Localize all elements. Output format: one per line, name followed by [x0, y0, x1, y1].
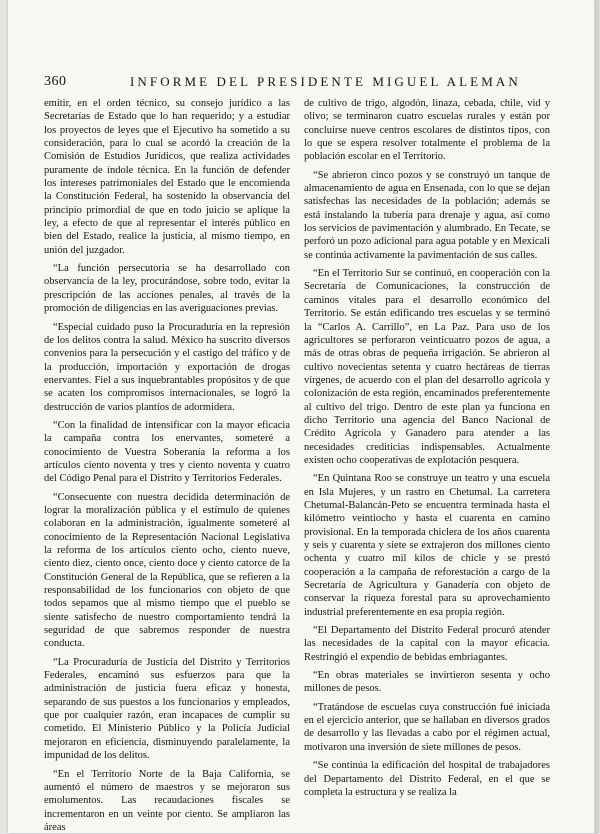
paragraph: “En el Territorio Norte de la Baja California, se aumentó el número de maestros y se mejoraron sus emolumentos. Las recaudaciones fiscales se incrementaron en un veinte por ciento. Se ampliaron las áreas: [44, 768, 290, 834]
paragraph: “Se abrieron cinco pozos y se construyó un tanque de almacenamiento de agua en Ensenada, con lo que se dejan satisfechas las necesidades de la población; además se está instalando la tubería para drenaje y agua, así como los servicios de pavimentación y alumbrado. En Tecate, se perforó un pozo adicional para agua potable y en Mexicali se continúa activamente la pavimentación de sus calles.: [304, 169, 550, 262]
page-gutter-shadow: [594, 0, 598, 833]
paragraph: “Se continúa la edificación del hospital de trabajadores del Departamento del Distrito Federal, en el que se completa la estructura y se realiza la: [304, 759, 550, 799]
page-number: 360: [44, 74, 67, 90]
paragraph: “La función persecutoria se ha desarrollado con observancia de la ley, procurándose, sobre todo, evitar la prescripción de las acciones penales, al través de la promoción de diligencias en las averiguaciones previas.: [44, 262, 290, 315]
paragraph: “Con la finalidad de intensificar con la mayor eficacia la campaña contra los enervantes, someteré a conocimiento de Vuestra Soberanía la reforma a los artículos ciento noventa y tres y ciento noventa y cuatro del Código Penal para el Distrito y Territorios Federales.: [44, 419, 290, 486]
paragraph: “En obras materiales se invirtieron sesenta y ocho millones de pesos.: [304, 669, 550, 696]
right-text-column: [304, 97, 550, 827]
paragraph: “En el Territorio Sur se continuó, en cooperación con la Secretaría de Comunicaciones, la construcción de caminos vitales para el desarrollo económico del Territorio. Se están edificando tres escuelas y se terminó la “Carlos A. Carrillo”, en La Paz. Para uso de los agricultores se perforaron veinticuatro pozos de agua, a más de otras obras de pequeña irrigación. Se abrieron al cultivo novecientas setenta y cuatro hectáreas de tierras vírgenes, de acuerdo con el plan del desarrollo agrícola y colonización de esta región, encaminados preferentemente al cultivo del trigo. Dentro de este plan ya funciona en dicho Territorio una agencia del Banco Nacional de Crédito Agrícola y Ganadero para atender a las necesidades crediticias indispensables. Actualmente existen ocho cooperativas de explotación pesquera.: [304, 267, 550, 467]
paragraph: “Consecuente con nuestra decidida determinación de lograr la moralización pública y el estímulo de quienes colaboran en la administración, igualmente someteré al conocimiento de la Representación Nacional Legislativa la reforma de los artículos ciento ocho, ciento nueve, ciento diez, ciento once, ciento doce y ciento catorce de la Constitución General de la República, que se refieren a la responsabilidad de los funcionarios con objeto de que todos sepamos que al mismo tiempo que el pueblo se siente satisfecho de nuestro comportamiento tendrá la seguridad de que sabremos responder de nuestra conducta.: [44, 491, 290, 651]
paragraph: de cultivo de trigo, algodón, linaza, cebada, chile, vid y olivo; se terminaron cuatro escuelas rurales y están por concluirse nueve centros escolares de distintos tipos, con lo que se espera resolver totalmente el problema de la población escolar en el Territorio.: [304, 97, 550, 164]
running-head: INFORME DEL PRESIDENTE MIGUEL ALEMAN: [130, 74, 521, 90]
paragraph: emitir, en el orden técnico, su consejo jurídico a las Secretarías de Estado que lo han requerido; y a estudiar los proyectos de leyes que el Ejecutivo ha sometido a su consideración, para lo cual se acordó la creación de la Comisión de Estudios Jurídicos, que realiza actividades puramente de índole técnica. En la función de defender los intereses patrimoniales del Estado que le encomienda la Constitución Federal, ha sostenido la observancia del principio primordial de que en todo juicio se aplique la ley, a efecto de que al representar el interés público en bien del Estado, realice la justicia, al mismo tiempo, en unión del juzgador.: [44, 97, 290, 257]
paragraph: “El Departamento del Distrito Federal procuró atender las necesidades de la capital con la mayor eficacia. Restringió el expendio de bebidas embriagantes.: [304, 624, 550, 664]
left-text-column: [44, 97, 290, 827]
paragraph: “Tratándose de escuelas cuya construcción fué iniciada en el ejercicio anterior, que se hallaban en diversos grados de desarrollo y las llevadas a cabo por el régimen actual, motivaron una inversión de siete millones de pesos.: [304, 701, 550, 754]
paragraph: “Especial cuidado puso la Procuraduría en la represión de los delitos contra la salud. México ha suscrito diversos convenios para la persecución y el castigo del tráfico y de la producción, importación y exportación de drogas enervantes. Fiel a sus inquebrantables propósitos y de que se acaten los compromisos internacionales, se logró la destrucción de varios plantíos de adormidera.: [44, 321, 290, 414]
book-page: [8, 0, 598, 833]
paragraph: “La Procuraduría de Justicia del Distrito y Territorios Federales, encaminó sus esfuerzos para que la administración de justicia fuera eficaz y honesta, separando de sus puestos a los funcionarios y empleados, que por cualquier razón, eran incapaces de cumplir su cometido. El Ministerio Público y la Policía Judicial mejoraron en eficiencia, disminuyendo paralelamente, la impunidad de los delitos.: [44, 656, 290, 763]
paragraph: “En Quintana Roo se construye un teatro y una escuela en Isla Mujeres, y un rastro en Chetumal. La carretera Chetumal-Balancán-Peto se encuentra terminada hasta el kilómetro veintiocho y hasta el cuarenta en camino provisional. En la temporada chiclera de los años cuarenta y seis y cuarenta y siete se extrajeron dos millones ciento ochenta y cuatro mil kilos de chicle y se prestó cooperación a la campaña de reforestación a cargo de la Secretaría de Agricultura y Ganadería con objeto de conservar la riqueza forestal para su aprovechamiento industrial preferentemente en esa propia región.: [304, 472, 550, 619]
